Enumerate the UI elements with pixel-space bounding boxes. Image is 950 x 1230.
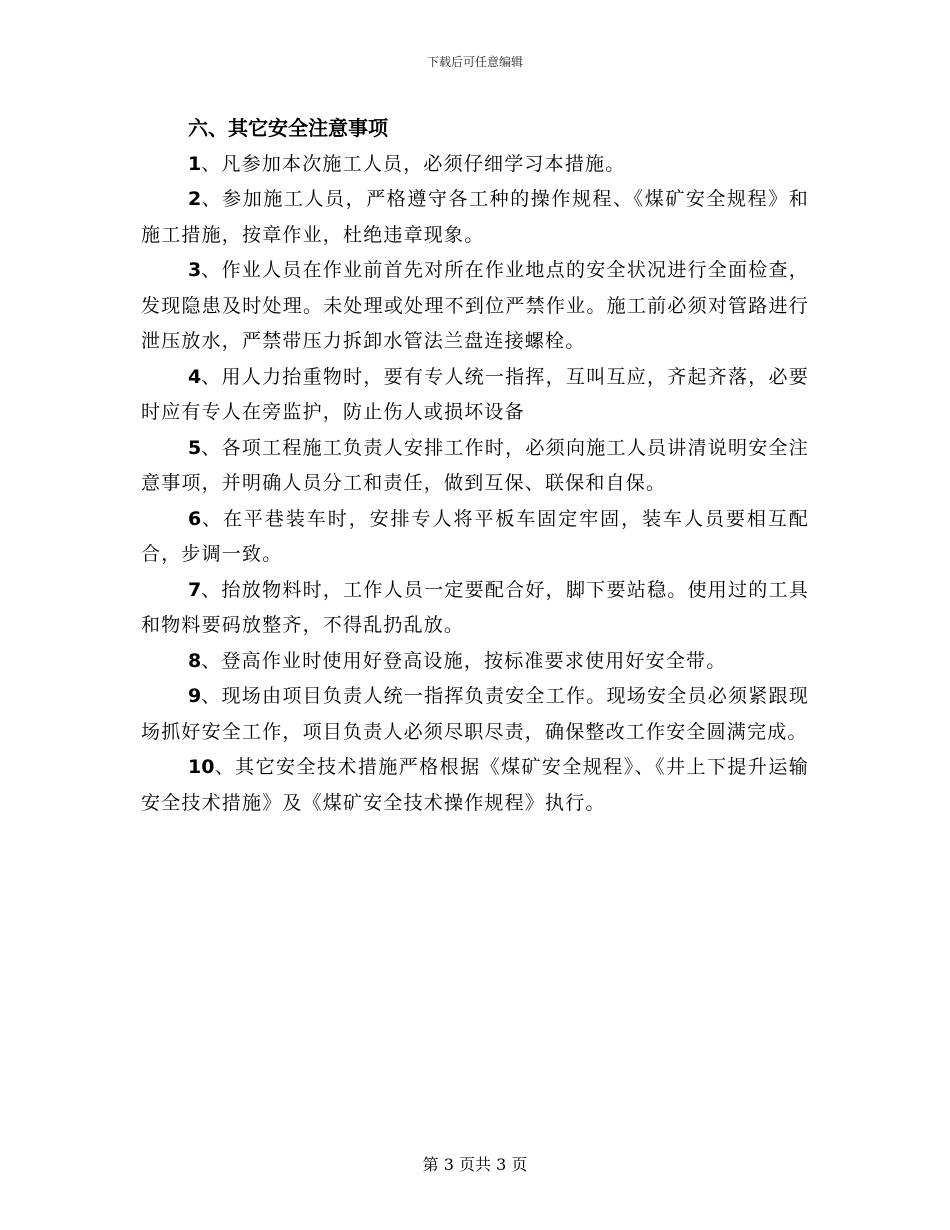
item-number: 1 <box>188 152 202 175</box>
item-text: 、各项工程施工负责人安排工作时，必须向施工人员讲清说明安全注意事项，并明确人员分工和责任，做到互保、联保和自保。 <box>141 436 809 494</box>
item-number: 9 <box>188 685 202 707</box>
item-text: 、现场由项目负责人统一指挥负责安全工作。现场安全员必须紧跟现场抓好安全工作，项目负责人必须尽职尽责，确保整改工作安全圆满完成。 <box>141 685 809 743</box>
item-number: 7 <box>188 578 202 601</box>
list-item <box>141 431 809 502</box>
list-item <box>141 147 809 183</box>
list-item <box>141 360 809 431</box>
item-number: 10 <box>188 756 215 778</box>
item-text: 、作业人员在作业前首先对所在作业地点的安全状况进行全面检查，发现隐患及时处理。未处理或处理不到位严禁作业。施工前必须对管路进行泄压放水，严禁带压力拆卸水管法兰盘连接螺栓。 <box>141 259 809 352</box>
item-number: 8 <box>188 649 202 672</box>
item-number: 6 <box>188 507 202 530</box>
list-item <box>141 182 809 253</box>
item-number: 4 <box>188 365 202 388</box>
list-item <box>141 502 809 573</box>
item-text: 、参加施工人员，严格遵守各工种的操作规程、《煤矿安全规程》和施工措施，按章作业，杜绝违章现象。 <box>141 188 809 246</box>
item-text: 、凡参加本次施工人员，必须仔细学习本措施。 <box>201 152 626 175</box>
list-item <box>141 679 809 750</box>
item-number: 5 <box>188 436 202 459</box>
item-text: 、抬放物料时，工作人员一定要配合好，脚下要站稳。使用过的工具和物料要码放整齐，不得乱扔乱放。 <box>141 578 809 636</box>
item-text: 、用人力抬重物时，要有专人统一指挥，互叫互应，齐起齐落，必要时应有专人在旁监护，防止伤人或损坏设备 <box>141 365 809 423</box>
page-header: 下载后可任意编辑 <box>426 55 523 69</box>
item-text: 、登高作业时使用好登高设施，按标准要求使用好安全带。 <box>201 649 727 672</box>
list-item <box>141 644 809 680</box>
list-item <box>141 253 809 360</box>
section-title: 六、其它安全注意事项 <box>188 116 388 140</box>
list-item <box>141 573 809 644</box>
item-text: 、其它安全技术措施严格根据《煤矿安全规程》、《井上下提升运输安全技术措施》及《煤矿安全技术操作规程》执行。 <box>141 756 809 814</box>
item-text: 、在平巷装车时，安排专人将平板车固定牢固，装车人员要相互配合，步调一致。 <box>141 507 809 565</box>
list-item <box>141 750 809 821</box>
item-number: 3 <box>188 259 202 281</box>
page-footer: 第 3 页共 3 页 <box>422 1155 528 1174</box>
item-number: 2 <box>188 188 202 210</box>
document-body <box>141 111 809 821</box>
